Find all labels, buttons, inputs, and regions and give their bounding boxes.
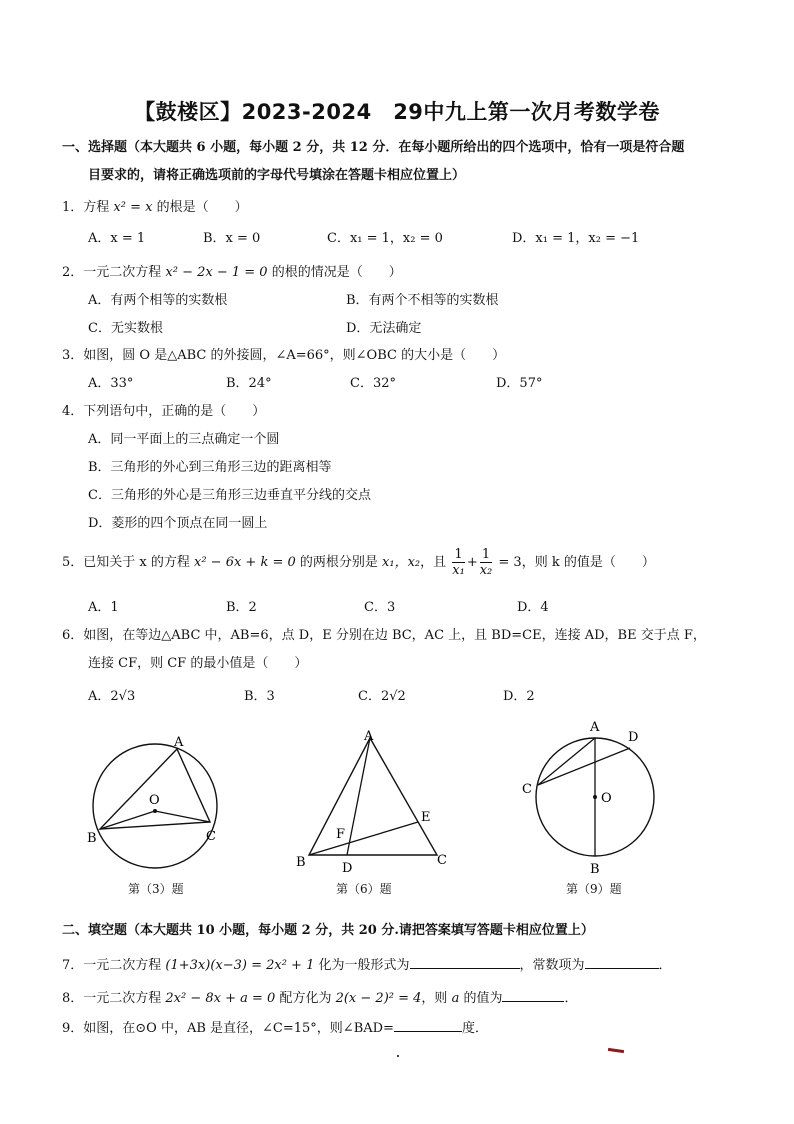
q2-stem-b: 的根的情况是（ ） (267, 265, 402, 280)
q8-end: ． (564, 991, 578, 1006)
q2-stem (62, 264, 402, 282)
fig9-label-o: O (601, 791, 612, 806)
q6-stem-cont: 连接 CF，则 CF 的最小值是（ ） (88, 656, 308, 671)
q8-equation: 2x² − 8x + a = 0 (165, 991, 276, 1006)
fig9-caption: 第（9）题 (566, 882, 622, 896)
q1-equation: x² = x (113, 200, 153, 215)
q2-option-c: C．无实数根 (88, 321, 163, 336)
section2-heading: 二、填空题（本大题共 10 小题，每小题 2 分，共 20 分.请把答案填写答题卡相应位置上） (62, 923, 594, 938)
fig3-triangle (100, 749, 210, 829)
q7-stem-c: ，常数项为 (519, 958, 585, 973)
q7-answer-blank-2[interactable] (585, 955, 659, 969)
q3-stem: 3．如图，圆 O 是△ABC 的外接圆，∠A=66°，则∠OBC 的大小是（ ） (62, 348, 506, 363)
q4-option-b: B．三角形的外心到三角形三边的距离相等 (88, 460, 332, 475)
q5-equation: x² − 6x + k = 0 (194, 555, 296, 570)
q6-stem: 6．如图，在等边△ABC 中，AB=6，点 D，E 分别在边 BC，AC 上，且 BD=CE，连接 AD，BE 交于点 F， (62, 628, 706, 643)
q9-answer-blank[interactable] (394, 1018, 462, 1032)
fig9-label-c: C (522, 782, 532, 797)
q4-option-c: C．三角形的外心是三角形三边垂直平分线的交点 (88, 488, 371, 503)
q1-option-d: D．x₁ = 1，x₂ = −1 (512, 231, 640, 246)
fig6-triangle (309, 738, 437, 855)
q7-end: ． (658, 958, 672, 973)
q1-stem-a: 1．方程 (62, 200, 114, 215)
fig6-caption: 第（6）题 (336, 882, 392, 896)
q5-frac1-den: x₁ (452, 563, 465, 578)
page-title: 【鼓楼区】2023-2024 29中九上第一次月考数学卷 (134, 100, 660, 124)
fig9-segment-cd (538, 748, 630, 785)
q5-stem-b: 的两根分别是 (295, 555, 383, 570)
section1-heading-cont: 目要求的，请将正确选项前的字母代号填涂在答题卡相应位置上） (88, 168, 466, 183)
q5-stem-d: = 3，则 k 的值是（ ） (494, 555, 655, 570)
fig9-center-point (593, 795, 597, 799)
q8-variable: a (451, 991, 460, 1006)
q3-option-a: A．33° (88, 376, 134, 391)
fig3-label-b: B (87, 831, 97, 846)
fig6-label-b: B (296, 855, 306, 870)
q5-stem (62, 547, 655, 579)
q9-end: 度． (461, 1021, 488, 1036)
q5-option-b: B．2 (226, 600, 257, 615)
q7-stem-b: 化为一般形式为 (314, 958, 410, 973)
q1-option-b: B．x = 0 (203, 231, 261, 246)
q8-equation-2: 2(x − 2)² = 4 (335, 991, 422, 1006)
figure-6 (288, 722, 458, 877)
q8-stem-b: 配方化为 (275, 991, 336, 1006)
q5-roots: x₁，x₂ (382, 555, 421, 570)
fig6-label-a: A (364, 729, 374, 744)
q9-stem-text: 9．如图，在⊙O 中，AB 是直径，∠C=15°，则∠BAD= (62, 1021, 394, 1036)
q1-stem (62, 199, 248, 217)
fig3-center-point (153, 809, 157, 813)
stray-dot (397, 1055, 399, 1057)
stray-red-mark (608, 1048, 624, 1053)
q5-stem-c: ，且 (420, 555, 451, 570)
q8-stem-d: 的值为 (459, 991, 503, 1006)
q2-option-a: A．有两个相等的实数根 (88, 293, 228, 308)
q1-option-c: C．x₁ = 1，x₂ = 0 (327, 231, 443, 246)
q5-option-a: A．1 (88, 600, 119, 615)
q2-option-b: B．有两个不相等的实数根 (346, 293, 499, 308)
q7-stem (62, 955, 672, 975)
q3-option-c: C．32° (350, 376, 396, 391)
q6-option-a: A．2√3 (88, 689, 136, 704)
q5-plus: + (466, 555, 478, 570)
fig6-label-e: E (421, 810, 431, 825)
q5-frac2-num: 1 (480, 547, 493, 563)
q7-equation: (1+3x)(x−3) = 2x² + 1 (165, 958, 315, 973)
q3-option-d: D．57° (496, 376, 543, 391)
q5-option-d: D．4 (517, 600, 549, 615)
q7-answer-blank-1[interactable] (410, 955, 520, 969)
fig9-label-a: A (590, 720, 600, 735)
section1-heading: 一、选择题（本大题共 6 小题，每小题 2 分，共 12 分．在每小题所给出的四个选项中，恰有一项是符合题 (62, 140, 685, 155)
fig6-segment-be (309, 822, 418, 855)
q1-option-a: A．x = 1 (88, 231, 146, 246)
fig3-label-c: C (206, 829, 216, 844)
q2-equation: x² − 2x − 1 = 0 (165, 265, 268, 280)
fig6-label-c: C (437, 853, 447, 868)
q3-option-b: B．24° (226, 376, 272, 391)
figure-9 (508, 713, 668, 878)
q8-stem-a: 8．一元二次方程 (62, 991, 166, 1006)
q5-frac1-num: 1 (452, 547, 465, 563)
q6-option-c: C．2√2 (358, 689, 406, 704)
q2-stem-a: 2．一元二次方程 (62, 265, 166, 280)
q7-stem-a: 7．一元二次方程 (62, 958, 166, 973)
fig3-segment-oc (155, 811, 210, 822)
q2-option-d: D．无法确定 (346, 321, 422, 336)
q4-option-d: D．菱形的四个顶点在同一圆上 (88, 516, 268, 531)
q8-answer-blank[interactable] (502, 988, 564, 1002)
q4-option-a: A．同一平面上的三点确定一个圆 (88, 432, 280, 447)
fig3-label-a: A (174, 735, 184, 750)
q4-stem: 4．下列语句中，正确的是（ ） (62, 404, 266, 419)
fig9-label-d: D (628, 730, 639, 745)
q1-stem-b: 的根是（ ） (152, 200, 248, 215)
q5-option-c: C．3 (364, 600, 396, 615)
q6-option-b: B．3 (244, 689, 275, 704)
fig6-label-f: F (336, 827, 346, 842)
q5-frac2-den: x₂ (479, 563, 493, 578)
fig3-caption: 第（3）题 (128, 882, 184, 896)
figure-3 (80, 728, 240, 878)
fig6-label-d: D (342, 861, 353, 876)
q6-option-d: D．2 (503, 689, 535, 704)
q8-stem-c: ，则 (421, 991, 452, 1006)
q5-fraction-2 (480, 547, 493, 578)
q5-fraction-1 (452, 547, 465, 578)
q5-stem-a: 5．已知关于 x 的方程 (62, 555, 194, 570)
fig9-label-b: B (590, 862, 600, 877)
fig3-label-o: O (149, 793, 160, 808)
q8-stem (62, 988, 577, 1008)
q9-stem (62, 1018, 488, 1038)
